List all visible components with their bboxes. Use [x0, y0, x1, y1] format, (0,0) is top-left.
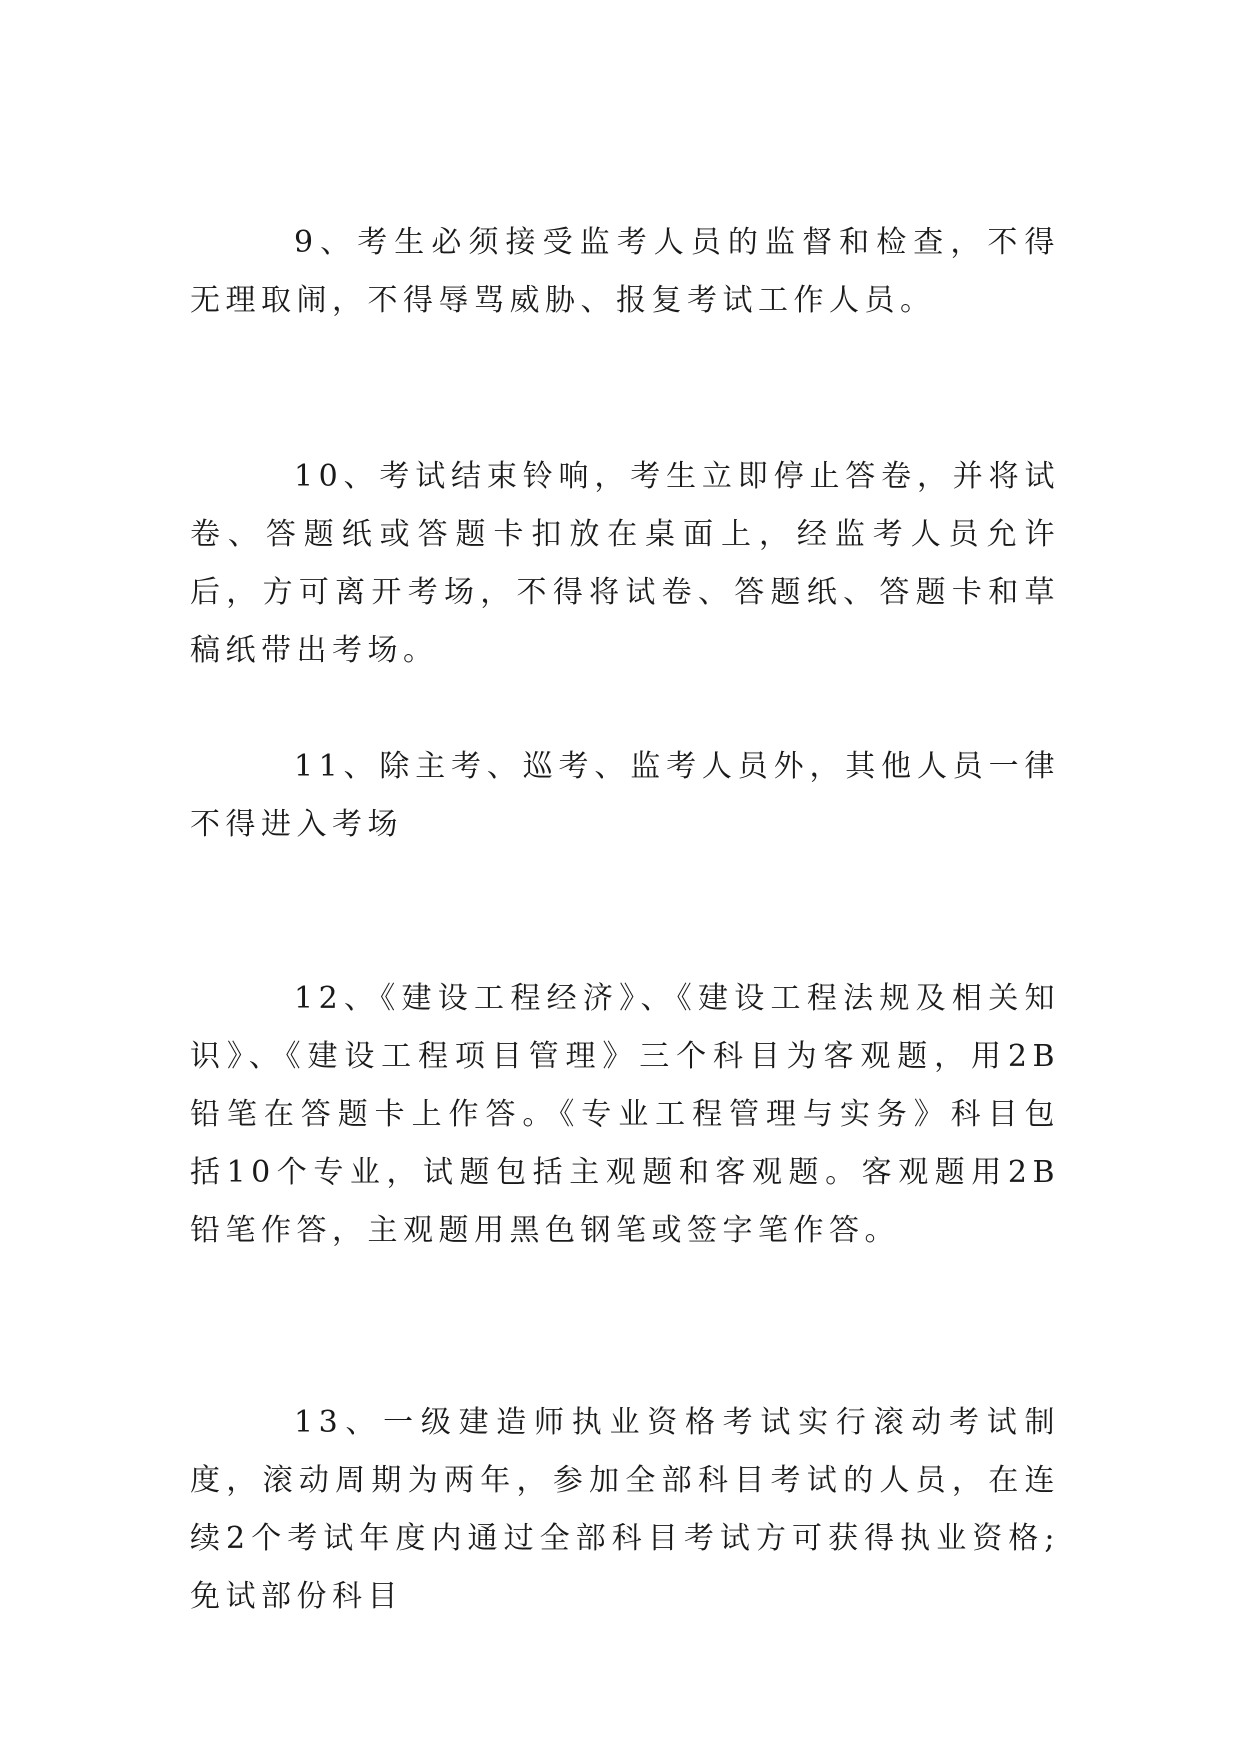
- rule-paragraph-11: 11、除主考、巡考、监考人员外，其他人员一律不得进入考场: [190, 749, 1060, 842]
- rule-paragraph-9: 9、考生必须接受监考人员的监督和检查，不得无理取闹，不得辱骂威胁、报复考试工作人员。: [190, 225, 1060, 318]
- rule-paragraph-12: 12、《建设工程经济》、《建设工程法规及相关知识》、《建设工程项目管理》三个科目为客观题，用2B铅笔在答题卡上作答。《专业工程管理与实务》科目包括10个专业，试题包括主观题和客观题。客观题用2B铅笔作答，主观题用黑色钢笔或签字笔作答。: [190, 981, 1060, 1248]
- rule-paragraph-10: 10、考试结束铃响，考生立即停止答卷，并将试卷、答题纸或答题卡扣放在桌面上，经监考人员允许后，方可离开考场，不得将试卷、答题纸、答题卡和草稿纸带出考场。: [190, 459, 1060, 668]
- rule-paragraph-13: 13、一级建造师执业资格考试实行滚动考试制度，滚动周期为两年，参加全部科目考试的人员，在连续2个考试年度内通过全部科目考试方可获得执业资格;免试部份科目: [190, 1405, 1060, 1614]
